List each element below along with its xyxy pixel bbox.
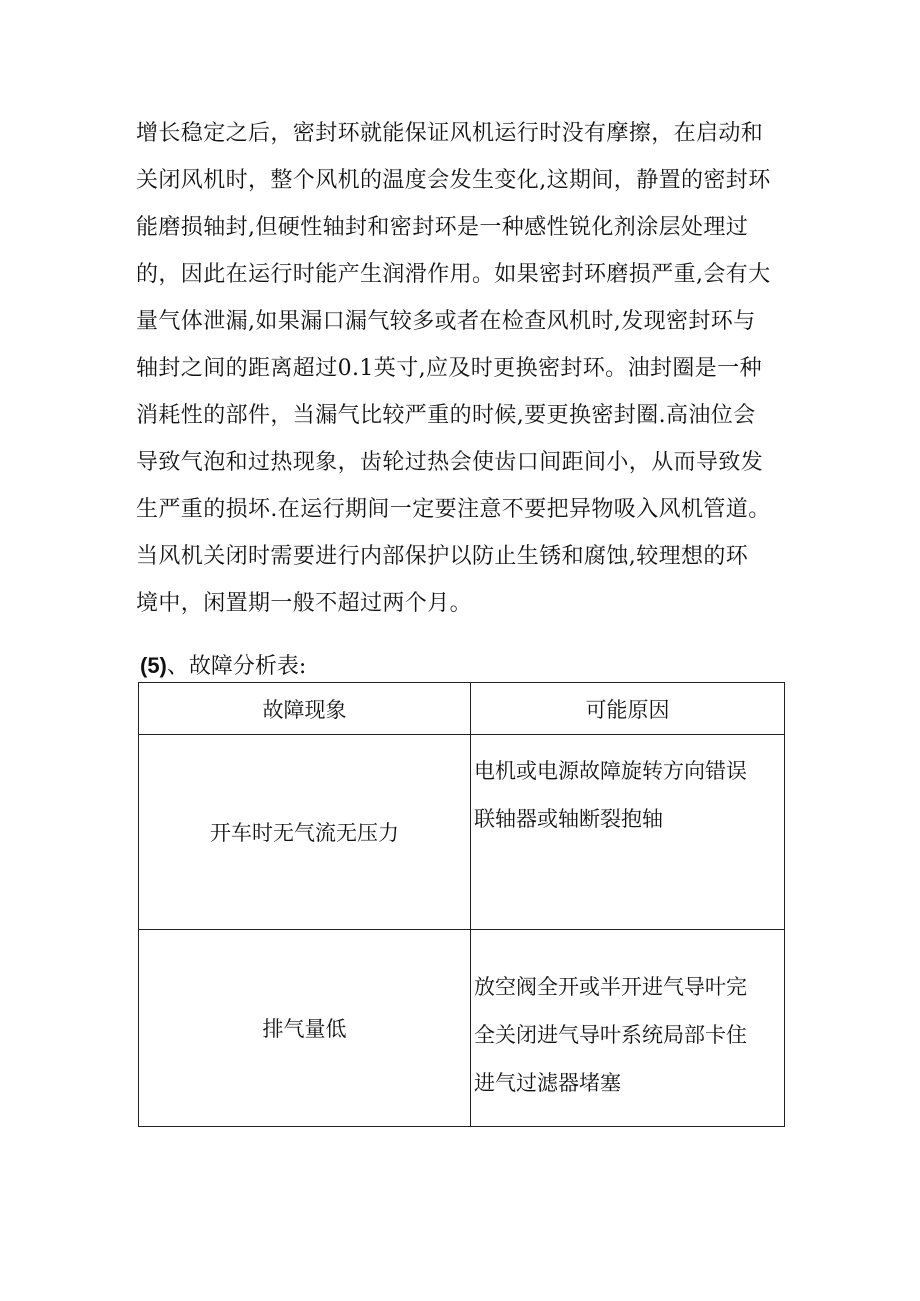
paragraph-line: 增长稳定之后，密封环就能保证风机运行时没有摩擦，在启动和 <box>136 121 764 146</box>
paragraph-line: 能磨损轴封,但硬性轴封和密封环是一种感性锐化剂涂层处理过 <box>136 215 749 240</box>
cause-line: 全关闭进气导叶系统局部卡住 <box>474 1023 747 1047</box>
cause-line: 放空阀全开或半开进气导叶完 <box>474 975 747 999</box>
cause-line: 联轴器或轴断裂抱轴 <box>474 807 663 831</box>
section-heading <box>140 648 306 684</box>
paragraph-line: 境中，闲置期一般不超过两个月。 <box>136 591 473 616</box>
cause-line: 电机或电源故障旋转方向错误 <box>474 759 747 783</box>
cause-cell <box>471 735 785 930</box>
symptom-cell: 开车时无气流无压力 <box>139 735 471 930</box>
fault-analysis-table <box>138 682 785 1127</box>
header-symptom: 故障现象 <box>139 683 471 735</box>
cause-line: 进气过滤器堵塞 <box>474 1071 621 1095</box>
section-title: 、故障分析表: <box>166 654 307 679</box>
paragraph-line: 导致气泡和过热现象，齿轮过热会使齿口间距间小，从而导致发 <box>136 450 764 475</box>
cause-cell <box>471 930 785 1127</box>
paragraph-line: 当风机关闭时需要进行内部保护以防止生锈和腐蚀,较理想的环 <box>136 544 749 569</box>
symptom-cell: 排气量低 <box>139 930 471 1127</box>
body-paragraph <box>136 110 796 627</box>
table-row <box>139 930 785 1127</box>
paragraph-line: 消耗性的部件，当漏气比较严重的时候,要更换密封圈.高油位会 <box>136 403 756 428</box>
section-number: (5) <box>140 653 167 678</box>
paragraph-line: 量气体泄漏,如果漏口漏气较多或者在检查风机时,发现密封环与 <box>136 309 756 334</box>
paragraph-line: 关闭风机时，整个风机的温度会发生变化,这期间，静置的密封环 <box>136 168 771 193</box>
table-header-row <box>139 683 785 735</box>
paragraph-line: 轴封之间的距离超过0.1英寸,应及时更换密封环。油封圈是一种 <box>136 356 762 381</box>
table-row <box>139 735 785 930</box>
paragraph-line: 的，因此在运行时能产生润滑作用。如果密封环磨损严重,会有大 <box>136 262 771 287</box>
paragraph-line: 生严重的损坏.在运行期间一定要注意不要把异物吸入风机管道。 <box>136 497 771 522</box>
header-cause: 可能原因 <box>471 683 785 735</box>
